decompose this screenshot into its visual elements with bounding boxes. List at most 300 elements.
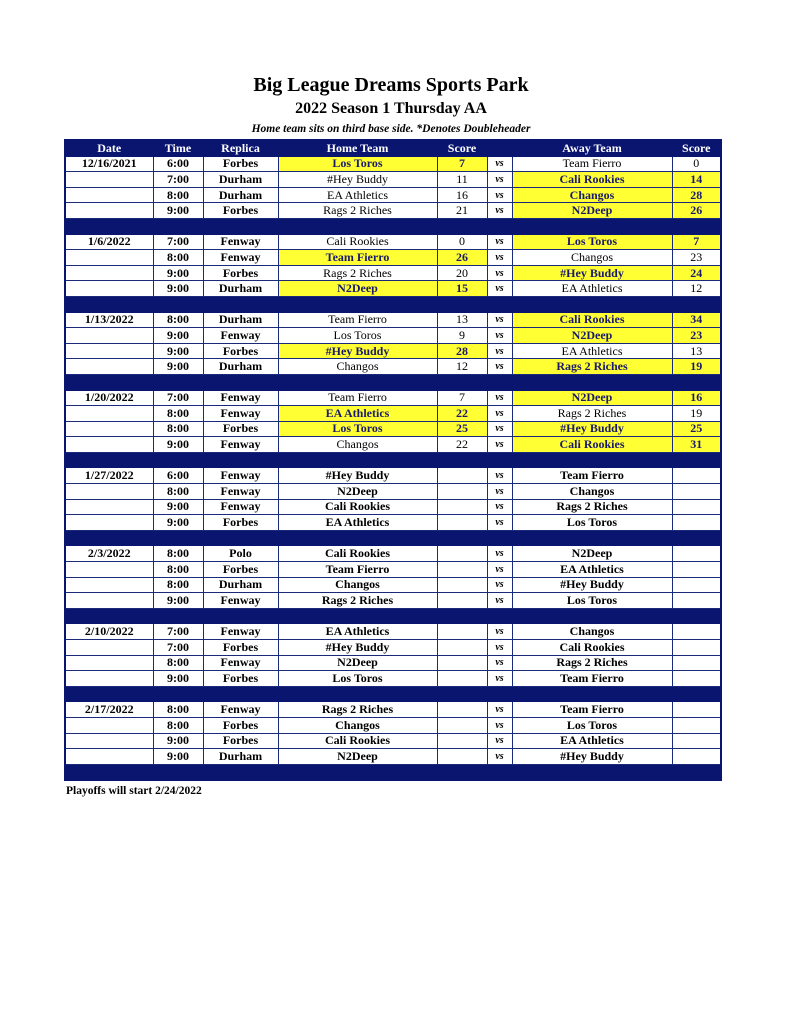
separator-cell <box>153 374 203 390</box>
separator-cell <box>437 218 487 234</box>
table-row <box>65 593 721 609</box>
separator-cell <box>65 686 153 702</box>
game-replica: Durham <box>203 359 278 375</box>
game-date <box>65 655 153 671</box>
away-score <box>672 562 721 578</box>
away-score: 14 <box>672 172 721 188</box>
game-date <box>65 421 153 437</box>
vs-label: vs <box>487 577 512 593</box>
week-separator <box>65 686 721 702</box>
vs-label: vs <box>487 203 512 219</box>
separator-cell <box>512 218 672 234</box>
separator-cell <box>153 452 203 468</box>
table-row <box>65 468 721 484</box>
home-team: EA Athletics <box>278 187 437 203</box>
table-row <box>65 717 721 733</box>
home-team: Changos <box>278 577 437 593</box>
separator-cell <box>487 608 512 624</box>
vs-label: vs <box>487 250 512 266</box>
game-time: 9:00 <box>153 437 203 453</box>
vs-label: vs <box>487 312 512 328</box>
game-replica: Forbes <box>203 203 278 219</box>
game-date <box>65 640 153 656</box>
vs-label: vs <box>487 468 512 484</box>
table-row <box>65 390 721 406</box>
game-replica: Forbes <box>203 265 278 281</box>
game-replica: Durham <box>203 172 278 188</box>
table-row <box>65 265 721 281</box>
game-time: 8:00 <box>153 312 203 328</box>
separator-cell <box>672 296 721 312</box>
home-score: 25 <box>437 421 487 437</box>
table-row <box>65 187 721 203</box>
away-team: #Hey Buddy <box>512 749 672 765</box>
game-time: 9:00 <box>153 749 203 765</box>
game-time: 9:00 <box>153 733 203 749</box>
away-team: Los Toros <box>512 234 672 250</box>
home-score: 22 <box>437 437 487 453</box>
away-team: EA Athletics <box>512 562 672 578</box>
separator-cell <box>203 686 278 702</box>
schedule-body <box>65 156 721 780</box>
away-score <box>672 733 721 749</box>
away-score: 23 <box>672 250 721 266</box>
home-team: N2Deep <box>278 749 437 765</box>
home-score: 20 <box>437 265 487 281</box>
game-time: 7:00 <box>153 234 203 250</box>
away-team: Cali Rookies <box>512 437 672 453</box>
separator-cell <box>153 530 203 546</box>
vs-label: vs <box>487 265 512 281</box>
separator-cell <box>153 608 203 624</box>
away-team: #Hey Buddy <box>512 265 672 281</box>
game-date: 2/3/2022 <box>65 546 153 562</box>
separator-cell <box>512 686 672 702</box>
away-team: N2Deep <box>512 390 672 406</box>
separator-cell <box>512 608 672 624</box>
game-date <box>65 250 153 266</box>
separator-cell <box>65 374 153 390</box>
away-score <box>672 546 721 562</box>
separator-cell <box>672 608 721 624</box>
table-row <box>65 624 721 640</box>
home-score <box>437 562 487 578</box>
separator-cell <box>278 764 437 780</box>
away-team: N2Deep <box>512 203 672 219</box>
game-time: 9:00 <box>153 499 203 515</box>
col-header-date: Date <box>65 140 153 156</box>
game-replica: Durham <box>203 749 278 765</box>
away-score: 26 <box>672 203 721 219</box>
vs-label: vs <box>487 562 512 578</box>
separator-cell <box>487 530 512 546</box>
game-time: 9:00 <box>153 265 203 281</box>
game-date <box>65 671 153 687</box>
away-score <box>672 593 721 609</box>
game-time: 6:00 <box>153 468 203 484</box>
col-header-replica: Replica <box>203 140 278 156</box>
home-score <box>437 749 487 765</box>
separator-cell <box>672 218 721 234</box>
away-score <box>672 624 721 640</box>
away-team: Changos <box>512 624 672 640</box>
week-separator <box>65 218 721 234</box>
away-team: Changos <box>512 484 672 500</box>
game-date <box>65 484 153 500</box>
away-score <box>672 577 721 593</box>
home-score <box>437 546 487 562</box>
week-separator <box>65 296 721 312</box>
away-team: Team Fierro <box>512 702 672 718</box>
vs-label: vs <box>487 546 512 562</box>
col-header-away-score: Score <box>672 140 721 156</box>
week-separator <box>65 608 721 624</box>
game-time: 8:00 <box>153 484 203 500</box>
table-row <box>65 671 721 687</box>
away-team: Los Toros <box>512 515 672 531</box>
game-replica: Forbes <box>203 421 278 437</box>
away-score: 23 <box>672 328 721 344</box>
home-score <box>437 640 487 656</box>
game-time: 8:00 <box>153 577 203 593</box>
col-header-time: Time <box>153 140 203 156</box>
home-score <box>437 515 487 531</box>
table-row <box>65 546 721 562</box>
separator-cell <box>672 452 721 468</box>
separator-cell <box>65 530 153 546</box>
game-date <box>65 562 153 578</box>
home-score: 7 <box>437 156 487 172</box>
table-row <box>65 499 721 515</box>
separator-cell <box>487 452 512 468</box>
away-score: 19 <box>672 359 721 375</box>
away-score <box>672 468 721 484</box>
vs-label: vs <box>487 281 512 297</box>
home-team: #Hey Buddy <box>278 640 437 656</box>
home-team: N2Deep <box>278 484 437 500</box>
away-score <box>672 484 721 500</box>
away-team: Team Fierro <box>512 156 672 172</box>
game-time: 7:00 <box>153 640 203 656</box>
separator-cell <box>65 452 153 468</box>
vs-label: vs <box>487 406 512 422</box>
home-score <box>437 671 487 687</box>
game-replica: Fenway <box>203 234 278 250</box>
home-score <box>437 577 487 593</box>
separator-cell <box>437 374 487 390</box>
separator-cell <box>487 686 512 702</box>
game-replica: Fenway <box>203 250 278 266</box>
home-team: Changos <box>278 717 437 733</box>
separator-cell <box>487 764 512 780</box>
away-score: 0 <box>672 156 721 172</box>
home-team: EA Athletics <box>278 406 437 422</box>
home-team: Changos <box>278 437 437 453</box>
home-score <box>437 733 487 749</box>
home-team: Los Toros <box>278 328 437 344</box>
separator-cell <box>153 218 203 234</box>
separator-cell <box>512 374 672 390</box>
game-time: 9:00 <box>153 281 203 297</box>
table-row <box>65 655 721 671</box>
away-score: 16 <box>672 390 721 406</box>
table-row <box>65 484 721 500</box>
vs-label: vs <box>487 359 512 375</box>
away-score: 19 <box>672 406 721 422</box>
home-team: Rags 2 Riches <box>278 702 437 718</box>
game-date <box>65 172 153 188</box>
away-team: Cali Rookies <box>512 172 672 188</box>
game-time: 7:00 <box>153 390 203 406</box>
week-separator <box>65 764 721 780</box>
schedule-note: Home team sits on third base side. *Denotes Doubleheader <box>251 123 531 135</box>
game-replica: Fenway <box>203 499 278 515</box>
col-header-vs <box>487 140 512 156</box>
separator-cell <box>437 530 487 546</box>
table-row <box>65 733 721 749</box>
home-team: Rags 2 Riches <box>278 593 437 609</box>
home-team: Rags 2 Riches <box>278 265 437 281</box>
game-replica: Fenway <box>203 328 278 344</box>
game-date <box>65 187 153 203</box>
game-replica: Fenway <box>203 484 278 500</box>
week-separator <box>65 530 721 546</box>
game-time: 8:00 <box>153 187 203 203</box>
game-time: 9:00 <box>153 671 203 687</box>
table-row <box>65 749 721 765</box>
game-date <box>65 203 153 219</box>
table-row <box>65 515 721 531</box>
game-time: 9:00 <box>153 343 203 359</box>
away-team: EA Athletics <box>512 281 672 297</box>
separator-cell <box>278 452 437 468</box>
separator-cell <box>672 686 721 702</box>
away-score <box>672 499 721 515</box>
separator-cell <box>437 296 487 312</box>
game-date: 1/6/2022 <box>65 234 153 250</box>
separator-cell <box>203 374 278 390</box>
separator-cell <box>203 452 278 468</box>
game-time: 7:00 <box>153 172 203 188</box>
game-replica: Forbes <box>203 343 278 359</box>
table-row <box>65 577 721 593</box>
home-team: Los Toros <box>278 671 437 687</box>
home-score: 21 <box>437 203 487 219</box>
playoffs-note: Playoffs will start 2/24/2022 <box>66 785 202 797</box>
home-score: 11 <box>437 172 487 188</box>
game-time: 8:00 <box>153 702 203 718</box>
home-score: 0 <box>437 234 487 250</box>
game-replica: Durham <box>203 281 278 297</box>
game-replica: Fenway <box>203 468 278 484</box>
away-team: #Hey Buddy <box>512 577 672 593</box>
table-row <box>65 562 721 578</box>
away-team: N2Deep <box>512 328 672 344</box>
separator-cell <box>487 296 512 312</box>
vs-label: vs <box>487 172 512 188</box>
game-time: 8:00 <box>153 250 203 266</box>
table-row <box>65 359 721 375</box>
schedule-table <box>64 139 722 781</box>
game-time: 9:00 <box>153 359 203 375</box>
vs-label: vs <box>487 593 512 609</box>
home-score: 22 <box>437 406 487 422</box>
separator-cell <box>278 218 437 234</box>
separator-cell <box>437 764 487 780</box>
vs-label: vs <box>487 156 512 172</box>
home-score: 7 <box>437 390 487 406</box>
table-header-row <box>65 140 721 156</box>
separator-cell <box>278 686 437 702</box>
away-score <box>672 702 721 718</box>
table-row <box>65 250 721 266</box>
home-team: #Hey Buddy <box>278 343 437 359</box>
game-replica: Durham <box>203 187 278 203</box>
home-team: Team Fierro <box>278 390 437 406</box>
home-team: Team Fierro <box>278 250 437 266</box>
game-time: 9:00 <box>153 515 203 531</box>
away-score: 12 <box>672 281 721 297</box>
game-time: 8:00 <box>153 421 203 437</box>
vs-label: vs <box>487 343 512 359</box>
game-replica: Durham <box>203 312 278 328</box>
home-team: Rags 2 Riches <box>278 203 437 219</box>
table-row <box>65 203 721 219</box>
game-date <box>65 499 153 515</box>
vs-label: vs <box>487 187 512 203</box>
game-replica: Forbes <box>203 156 278 172</box>
game-replica: Fenway <box>203 406 278 422</box>
table-row <box>65 234 721 250</box>
game-replica: Fenway <box>203 593 278 609</box>
game-time: 9:00 <box>153 328 203 344</box>
game-date <box>65 343 153 359</box>
away-team: Cali Rookies <box>512 312 672 328</box>
table-row <box>65 406 721 422</box>
table-row <box>65 156 721 172</box>
home-score <box>437 499 487 515</box>
separator-cell <box>203 764 278 780</box>
week-separator <box>65 374 721 390</box>
away-score: 34 <box>672 312 721 328</box>
game-replica: Polo <box>203 546 278 562</box>
home-team: Changos <box>278 359 437 375</box>
game-replica: Forbes <box>203 671 278 687</box>
col-header-home-score: Score <box>437 140 487 156</box>
vs-label: vs <box>487 640 512 656</box>
home-team: Los Toros <box>278 156 437 172</box>
game-time: 8:00 <box>153 655 203 671</box>
page-title: Big League Dreams Sports Park <box>253 74 529 96</box>
game-replica: Fenway <box>203 655 278 671</box>
game-date <box>65 328 153 344</box>
vs-label: vs <box>487 702 512 718</box>
home-score: 9 <box>437 328 487 344</box>
separator-cell <box>512 296 672 312</box>
game-time: 8:00 <box>153 717 203 733</box>
separator-cell <box>278 608 437 624</box>
separator-cell <box>153 686 203 702</box>
home-score <box>437 484 487 500</box>
table-row <box>65 328 721 344</box>
vs-label: vs <box>487 717 512 733</box>
vs-label: vs <box>487 390 512 406</box>
vs-label: vs <box>487 234 512 250</box>
home-score: 12 <box>437 359 487 375</box>
separator-cell <box>672 374 721 390</box>
vs-label: vs <box>487 624 512 640</box>
home-team: Team Fierro <box>278 562 437 578</box>
home-score <box>437 624 487 640</box>
game-replica: Fenway <box>203 702 278 718</box>
away-team: EA Athletics <box>512 733 672 749</box>
separator-cell <box>203 218 278 234</box>
game-date: 1/20/2022 <box>65 390 153 406</box>
vs-label: vs <box>487 655 512 671</box>
home-score: 26 <box>437 250 487 266</box>
game-time: 8:00 <box>153 546 203 562</box>
separator-cell <box>437 686 487 702</box>
table-row <box>65 172 721 188</box>
separator-cell <box>65 764 153 780</box>
separator-cell <box>437 608 487 624</box>
away-team: Rags 2 Riches <box>512 406 672 422</box>
col-header-away-team: Away Team <box>512 140 672 156</box>
vs-label: vs <box>487 733 512 749</box>
away-score <box>672 671 721 687</box>
separator-cell <box>672 530 721 546</box>
home-score: 16 <box>437 187 487 203</box>
home-team: Cali Rookies <box>278 733 437 749</box>
separator-cell <box>153 764 203 780</box>
separator-cell <box>672 764 721 780</box>
home-score: 15 <box>437 281 487 297</box>
home-team: Cali Rookies <box>278 234 437 250</box>
game-replica: Forbes <box>203 515 278 531</box>
away-team: Los Toros <box>512 717 672 733</box>
game-date <box>65 515 153 531</box>
week-separator <box>65 452 721 468</box>
separator-cell <box>203 608 278 624</box>
home-score <box>437 702 487 718</box>
separator-cell <box>278 374 437 390</box>
table-row <box>65 437 721 453</box>
separator-cell <box>437 452 487 468</box>
vs-label: vs <box>487 515 512 531</box>
game-date <box>65 593 153 609</box>
game-time: 9:00 <box>153 203 203 219</box>
separator-cell <box>487 374 512 390</box>
game-time: 8:00 <box>153 562 203 578</box>
away-team: Cali Rookies <box>512 640 672 656</box>
away-score: 31 <box>672 437 721 453</box>
separator-cell <box>512 764 672 780</box>
game-time: 8:00 <box>153 406 203 422</box>
game-date: 12/16/2021 <box>65 156 153 172</box>
game-date <box>65 406 153 422</box>
away-team: Team Fierro <box>512 671 672 687</box>
game-date: 1/13/2022 <box>65 312 153 328</box>
home-score <box>437 655 487 671</box>
separator-cell <box>65 608 153 624</box>
home-team: N2Deep <box>278 655 437 671</box>
game-date: 1/27/2022 <box>65 468 153 484</box>
separator-cell <box>203 530 278 546</box>
page-subtitle: 2022 Season 1 Thursday AA <box>295 100 487 117</box>
away-score <box>672 655 721 671</box>
away-team: Team Fierro <box>512 468 672 484</box>
separator-cell <box>278 530 437 546</box>
